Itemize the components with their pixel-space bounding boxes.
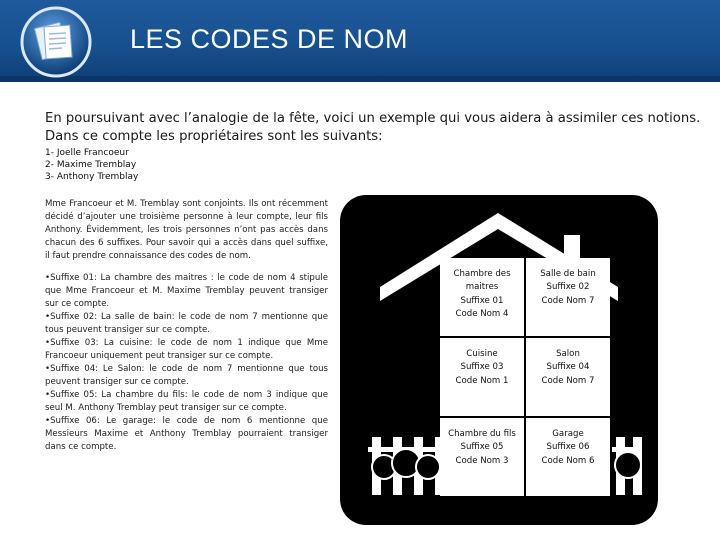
list-item: •Suffixe 02: La salle de bain: le code de nom 7 mentionne que tous peuvent transiger sur ce compte.	[45, 312, 328, 335]
list-item: 3- Anthony Tremblay	[45, 172, 139, 182]
room-suffix: Suffixe 03	[460, 362, 504, 373]
room-name: Salle de bain	[540, 269, 596, 279]
list-item: 2- Maxime Tremblay	[45, 160, 137, 170]
list-item: •Suffixe 03: La cuisine: le code de nom 1 indique que Mme Francoeur uniquement peut transiger sur ce compte.	[45, 338, 328, 361]
room-suffix: Suffixe 06	[546, 442, 590, 453]
list-item: 1- Joelle Francoeur	[45, 148, 129, 158]
room-cell	[526, 338, 610, 416]
explanation-text	[45, 198, 328, 454]
room-suffix: Suffixe 05	[460, 442, 504, 453]
room-code: Code Nom 6	[541, 455, 595, 466]
room-code: Code Nom 7	[541, 375, 595, 386]
room-suffix: Suffixe 04	[546, 362, 590, 373]
room-cell	[526, 258, 610, 336]
room-cell	[526, 418, 610, 496]
list-item: •Suffixe 04: Le Salon: le code de nom 7 mentionne que tous peuvent transiger sur ce compte.	[45, 364, 328, 387]
room-name: Chambre du fils	[448, 429, 516, 439]
list-item: •Suffixe 05: La chambre du fils: le code de nom 3 indique que seul M. Anthony Tremblay peut transiger sur ce compte.	[45, 390, 328, 413]
paragraph: Mme Francoeur et M. Tremblay sont conjoints. Ils ont récemment décidé d’ajouter une troisième personne à leur compte, leur fils Anthony. Évidemment, les trois personnes n’ont pas accès dans chacun des 6 suffixes. Pour savoir qui a accès dans quel suffixe, il faut prendre connaissance des codes de nom.	[45, 199, 328, 261]
room-code: Code Nom 1	[455, 375, 509, 386]
suffix-bullets	[45, 272, 328, 454]
intro-text: En poursuivant avec l’analogie de la fête, voici un exemple qui vous aidera à assimiler ces notions. Dans ce compte les propriétaires sont les suivants:	[45, 111, 701, 144]
room-cell	[440, 258, 524, 336]
room-code: Code Nom 7	[541, 295, 595, 306]
room-name: Salon	[556, 349, 580, 359]
list-item: •Suffixe 06: Le garage: le code de nom 6 mentionne que Messieurs Maxime et Anthony Tremblay pourraient transiger dans ce compte.	[45, 416, 328, 452]
room-name: Cuisine	[466, 349, 498, 359]
room-code: Code Nom 4	[455, 309, 509, 320]
page-title: LES CODES DE NOM	[130, 24, 409, 54]
rooms-grid	[440, 258, 610, 494]
room-name: Garage	[552, 429, 584, 439]
room-cell	[440, 418, 524, 496]
room-cell	[440, 338, 524, 416]
owners-list	[45, 147, 138, 183]
header-banner	[0, 0, 720, 82]
banner-strip	[0, 76, 720, 82]
room-name: Chambre des maitres	[453, 269, 511, 293]
room-suffix: Suffixe 01	[460, 295, 504, 306]
documents-icon	[14, 5, 98, 79]
room-suffix: Suffixe 02	[546, 282, 590, 293]
room-code: Code Nom 3	[455, 455, 509, 466]
list-item: •Suffixe 01: La chambre des maitres : le code de nom 4 stipule que Mme Francoeur et M. Maxime Tremblay peuvent transiger sur ce compte.	[45, 273, 328, 309]
